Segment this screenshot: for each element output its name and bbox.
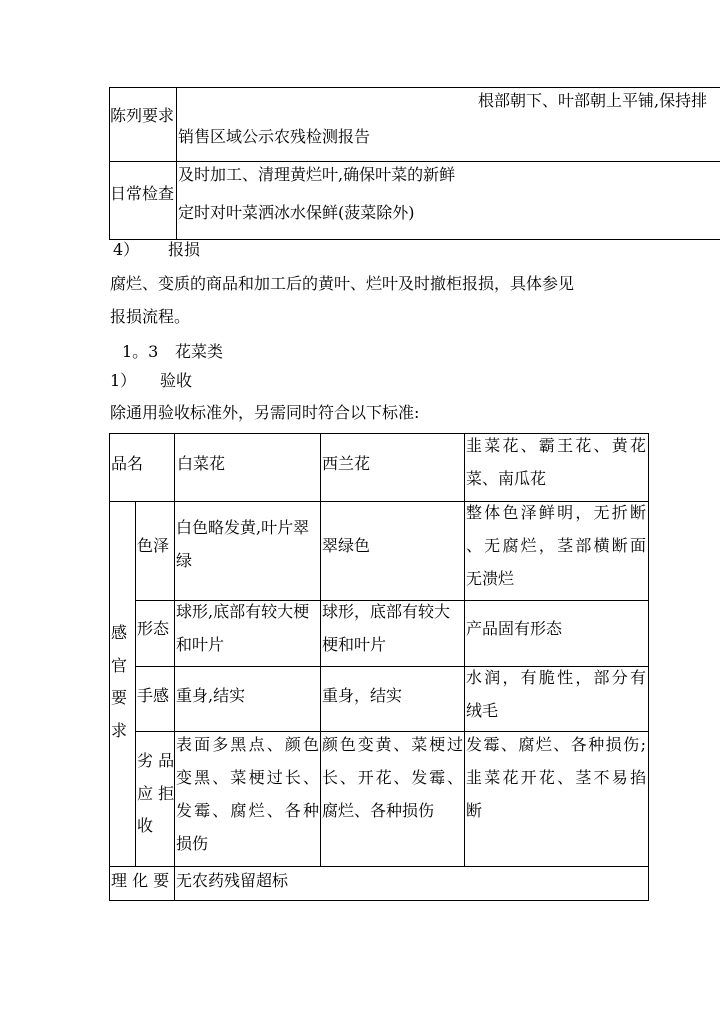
cell-text: 球形，底部有较大 (322, 602, 451, 621)
cell-text: 变黑、菜梗过长、 (176, 768, 319, 787)
cell-text: 长、开花、发霉、 (322, 768, 463, 787)
row-label-shape: 形态 (137, 619, 170, 638)
damage-heading-number: 4） (113, 240, 140, 259)
display-requirement-text-1: 根部朝下、叶部朝上平铺,保持排 (478, 91, 708, 110)
cell-text: 发霉、腐烂、各种 (176, 801, 319, 820)
cell-text: 翠绿色 (322, 536, 371, 555)
display-requirement-text-2: 销售区域公示农残检测报告 (178, 127, 371, 146)
table2-row-divider (135, 731, 649, 732)
header-other-flowers-2: 菜、南瓜花 (466, 469, 547, 488)
table2-row-divider (109, 866, 649, 867)
cell-text: 产品固有形态 (466, 619, 563, 638)
cell-text: 绿 (176, 551, 193, 570)
section-number: 1。3 (122, 342, 159, 361)
cell-text: 白色略发黄,叶片翠 (176, 518, 310, 537)
cell-text: 重身，结实 (322, 686, 403, 705)
cell-text: 梗和叶片 (322, 635, 387, 654)
cell-text: 损伤 (176, 834, 209, 853)
cell-text: 腐烂、各种损伤 (322, 801, 435, 820)
cell-text: 断 (466, 801, 483, 820)
damage-paragraph-2: 报损流程。 (110, 307, 191, 326)
cell-text: 、无腐烂，茎部横断面 (466, 536, 646, 555)
table1-border-bottom (109, 239, 720, 240)
row-label-color: 色泽 (137, 536, 170, 555)
daily-check-text-1: 及时加工、清理黄烂叶,确保叶菜的新鲜 (178, 165, 456, 184)
table2-border-top (109, 433, 649, 434)
physchem-label: 理 化 要 (111, 871, 170, 890)
sensory-label-char: 要 (111, 688, 128, 707)
row-label-reject: 应 拒 (137, 784, 175, 803)
header-other-flowers-1: 韭菜花、霸王花、黄花 (466, 436, 646, 455)
row-label-feel: 手感 (137, 686, 170, 705)
cell-text: 整体色泽鲜明，无折断 (466, 503, 646, 522)
table2-header-divider (109, 501, 649, 502)
subsection-title: 验收 (160, 371, 193, 390)
table1-border-top (109, 87, 720, 88)
header-broccoli: 西兰花 (322, 454, 371, 473)
table2-col-divider (320, 433, 321, 867)
cell-text: 重身,结实 (176, 686, 246, 705)
cell-text: 无溃烂 (466, 569, 515, 588)
display-requirement-label: 陈列要求 (110, 106, 175, 125)
subsection-number: 1） (110, 371, 137, 390)
damage-heading: 报损 (168, 240, 201, 259)
table2-border-left (109, 433, 110, 901)
row-label-reject: 收 (137, 816, 154, 835)
section-title: 花菜类 (175, 342, 224, 361)
daily-check-label: 日常检查 (110, 184, 175, 203)
table2-group-divider (135, 501, 136, 867)
table2-row-divider (135, 666, 649, 667)
cell-text: 绒毛 (466, 701, 499, 720)
table2-border-bottom (109, 900, 649, 901)
physchem-value: 无农药残留超标 (176, 871, 289, 890)
cell-text: 和叶片 (176, 635, 225, 654)
cell-text: 韭菜花开花、茎不易掐 (466, 768, 646, 787)
table2-border-right (648, 433, 649, 901)
row-label-reject: 劣 品 (137, 751, 175, 770)
table2-col-divider (174, 433, 175, 901)
table2-row-divider (135, 600, 649, 601)
standards-intro: 除通用验收标准外，另需同时符合以下标准: (110, 403, 420, 422)
sensory-label-char: 求 (111, 721, 128, 740)
cell-text: 发霉、腐烂、各种损伤; (466, 735, 646, 754)
header-product-name: 品名 (111, 454, 144, 473)
cell-text: 球形,底部有较大梗 (176, 602, 310, 621)
cell-text: 颜色变黄、菜梗过 (322, 735, 463, 754)
table1-col-divider (176, 87, 177, 240)
cell-text: 水润，有脆性，部分有 (466, 668, 646, 687)
table2-col-divider (464, 433, 465, 867)
cell-text: 表面多黑点、颜色 (176, 735, 319, 754)
sensory-label-char: 官 (111, 656, 128, 675)
damage-paragraph-1: 腐烂、变质的商品和加工后的黄叶、烂叶及时撤柜报损，具体参见 (110, 274, 575, 293)
sensory-label-char: 感 (111, 623, 128, 642)
header-white-cauliflower: 白菜花 (177, 454, 226, 473)
table1-row-divider (109, 161, 720, 162)
daily-check-text-2: 定时对叶菜洒冰水保鲜(菠菜除外) (178, 203, 415, 222)
